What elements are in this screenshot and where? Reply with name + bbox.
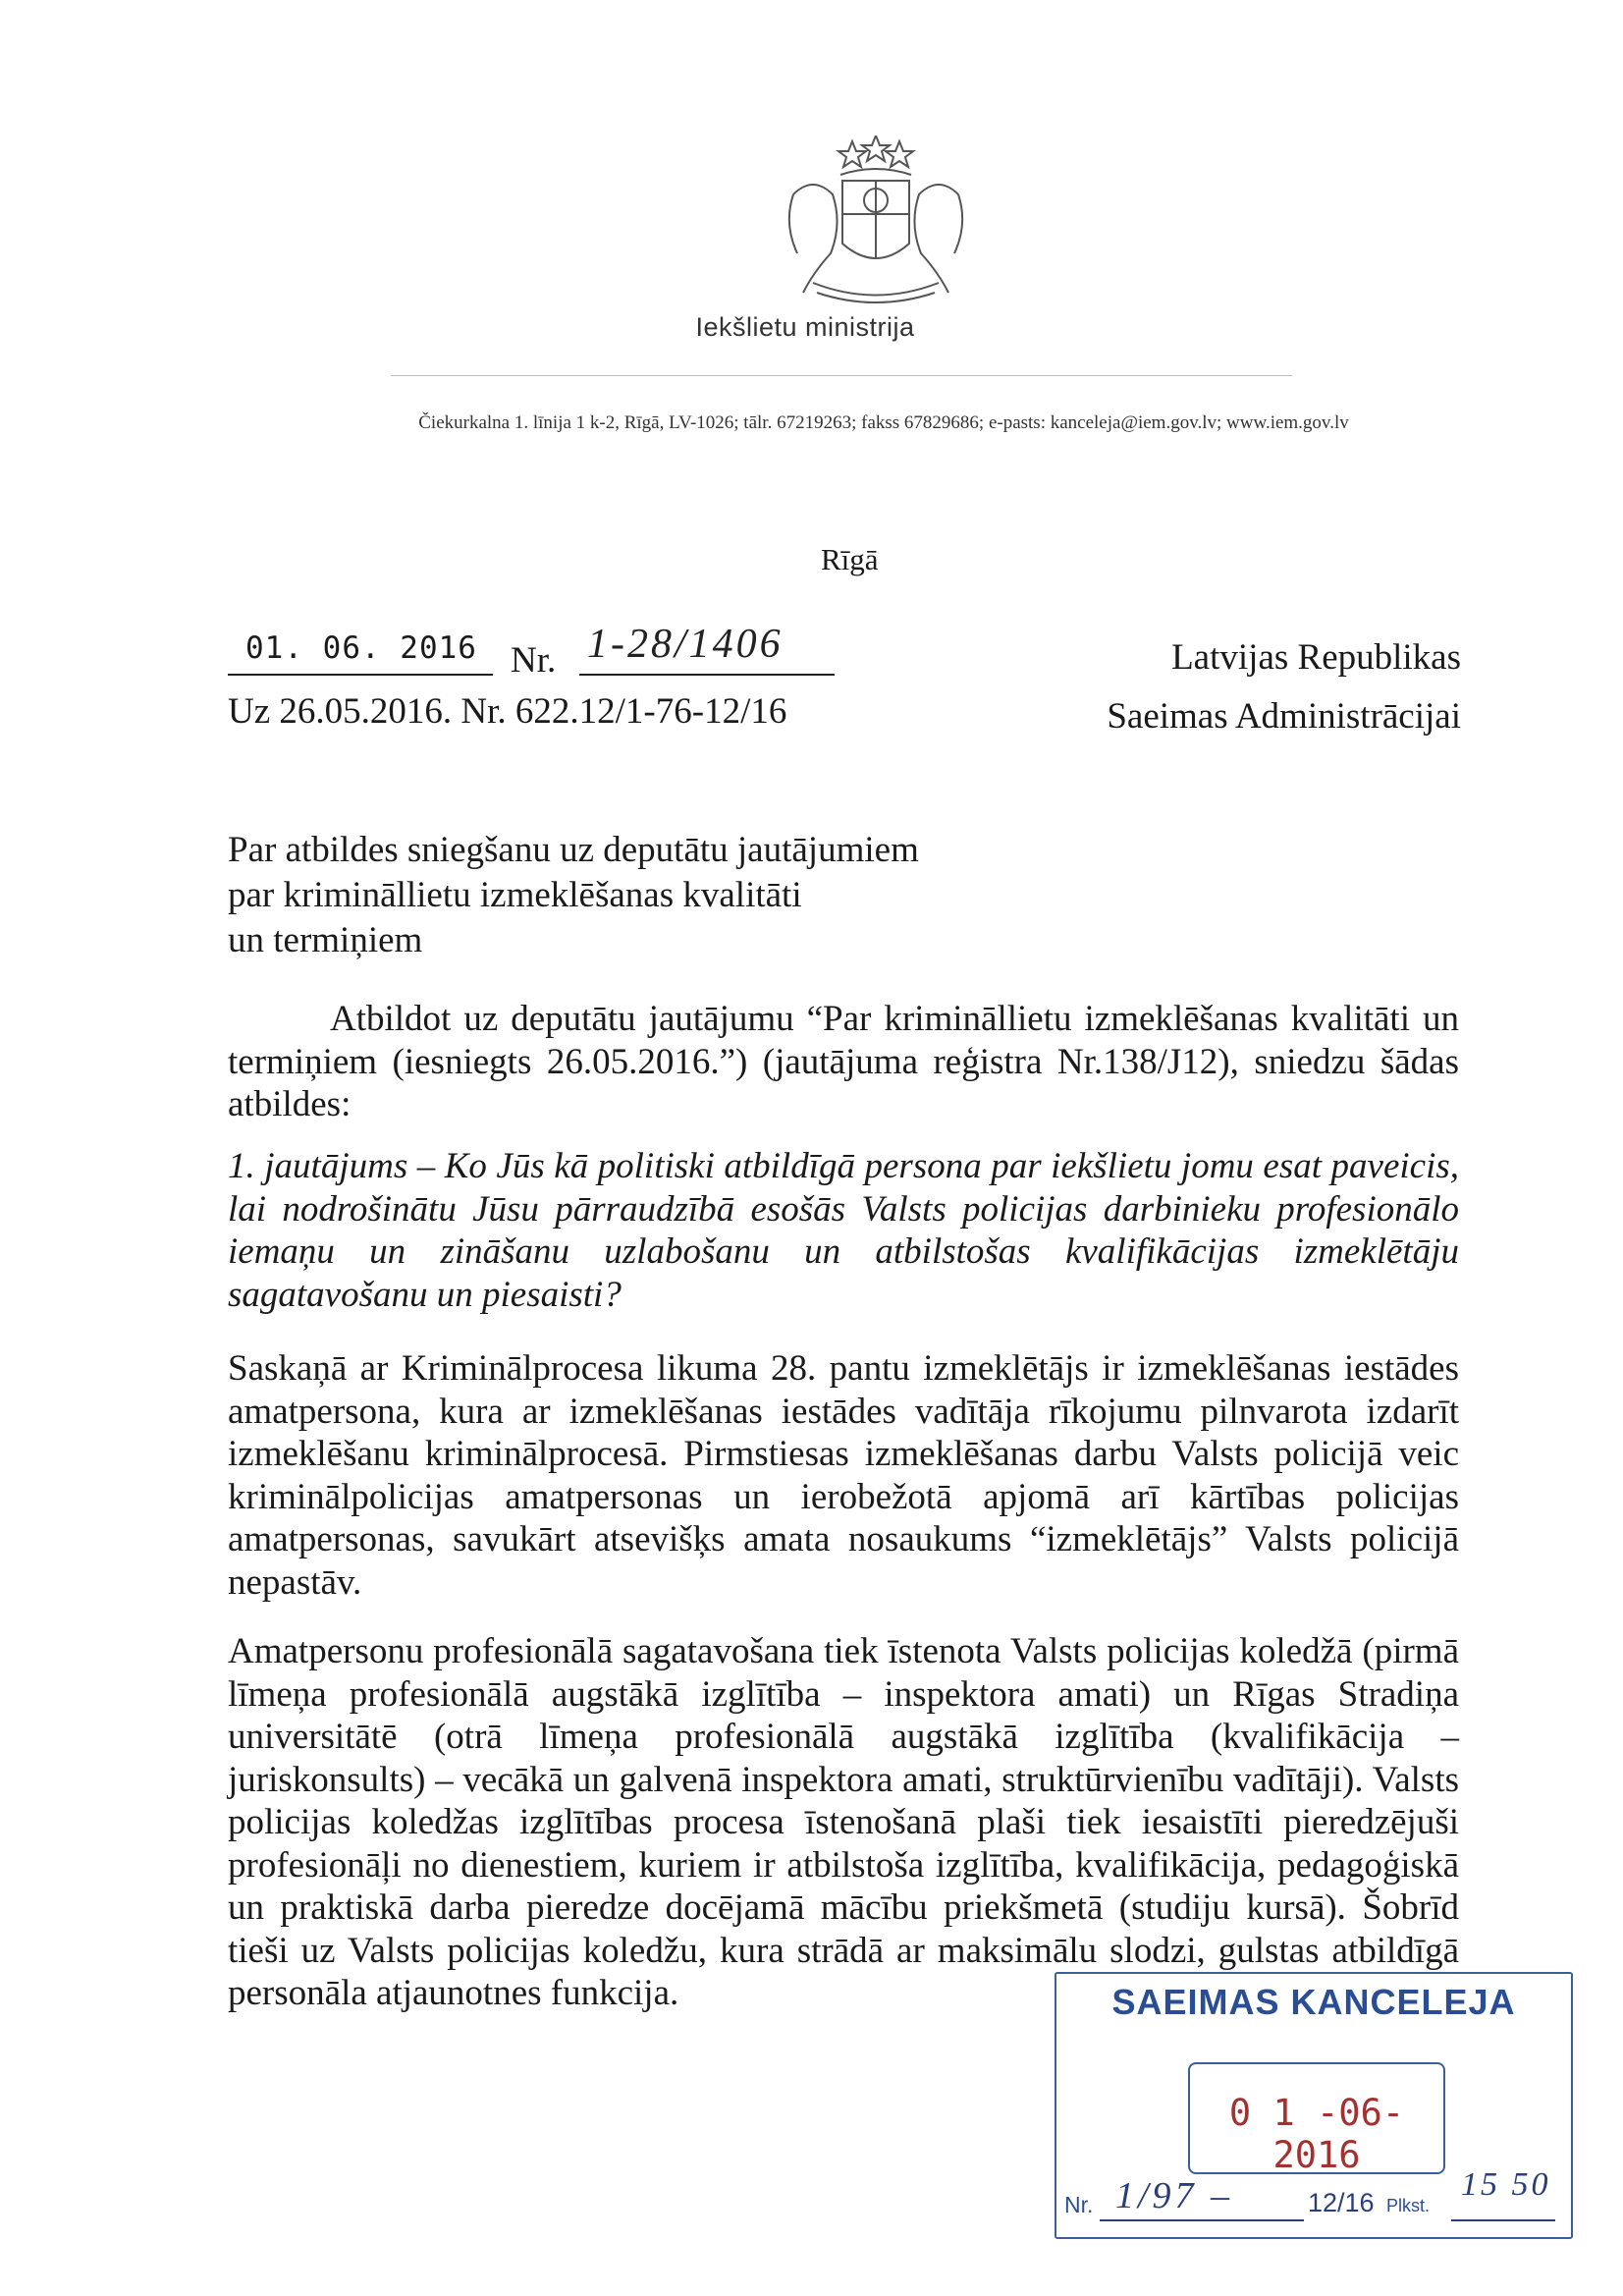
recipient-line-2: Saeimas Administrācijai xyxy=(1107,696,1461,737)
stamp-number-suffix: 12/16 xyxy=(1308,2188,1375,2217)
subject-line-3: un termiņiem xyxy=(228,920,423,960)
registration-stamp xyxy=(1055,1972,1573,2239)
intro-paragraph: Atbildot uz deputātu jautājumu “Par krimināllietu izmeklēšanas kvalitāti un termiņiem (iesniegts 26.05.2016.”) (jautājuma reģistra Nr.138/J12), sniedzu šādas atbildes: xyxy=(228,999,1459,1124)
ministry-name: Iekšlietu ministrija xyxy=(695,312,915,342)
stamp-date-box xyxy=(1188,2062,1445,2174)
stamp-time-underline xyxy=(1451,2219,1555,2221)
document-number-handwritten: 1-28/1406 xyxy=(587,622,784,667)
subject-line-1: Par atbildes sniegšanu uz deputātu jautājumiem xyxy=(228,830,919,870)
document-date: 01. 06. 2016 xyxy=(245,630,477,666)
stamp-time-handwritten: 15 50 xyxy=(1461,2166,1551,2203)
stamp-time-label: Plkst. xyxy=(1386,2196,1431,2215)
stamp-number-handwritten: 1/97 – xyxy=(1115,2175,1234,2216)
reference-line: Uz 26.05.2016. Nr. 622.12/1-76-12/16 xyxy=(228,691,787,732)
recipient-line-1: Latvijas Republikas xyxy=(1171,637,1461,678)
stamp-number-underline xyxy=(1100,2219,1304,2221)
stamp-number-label: Nr. xyxy=(1064,2192,1094,2217)
stamp-date: 0 1 -06- 2016 xyxy=(1228,2092,1405,2176)
latvia-coat-of-arms-icon xyxy=(754,136,990,312)
subject-block xyxy=(228,828,919,963)
stamp-title: SAEIMAS KANCELEJA xyxy=(1111,1982,1516,2022)
answer-paragraph-1: Saskaņā ar Kriminālprocesa likuma 28. pantu izmeklētājs ir izmeklēšanas iestādes amatpersona, kura ar izmeklēšanas iestādes vadītāja rīkojumu pilnvarota izdarīt izmeklēšanu kriminālprocesā. Pirmstiesas izmeklēšanas darbu Valsts policijā veic kriminālpolicijas amatpersonas un ierobežotā apjomā arī kārtības policijas amatpersonas, savukārt atsevišķs amata nosaukums “izmeklētājs” Valsts policijā nepastāv. xyxy=(228,1348,1459,1603)
recipient-block xyxy=(1107,629,1461,746)
date-underline xyxy=(228,674,493,676)
document-number-label: Nr. xyxy=(511,640,557,681)
answer-paragraph-2: Amatpersonu profesionālā sagatavošana tiek īstenota Valsts policijas koledžā (pirmā līmeņa profesionālā augstākā izglītība – inspektora amati) un Rīgas Stradiņa universitātē (otrā līmeņa profesionālā augstākā izglītība (kvalifikācija – juriskonsults) – vecākā un galvenā inspektora amati, struktūrvienību vadītāji). Valsts policijas koledžas izglītības procesa īstenošanā plaši tiek iesaistīti pieredzējuši profesionāļi no dienestiem, kuriem ir atbilstoša izglītība, kvalifikācija, pedagoģiskā un praktiskā darba pieredze docējamā mācību priekšmetā (studiju kursā). Šobrīd tieši uz Valsts policijas koledžu, kura strādā ar maksimālu slodzi, gulstas atbildīgā personāla atjaunotnes funkcija. xyxy=(228,1631,1459,2013)
letterhead-divider xyxy=(391,375,1292,376)
ministry-contacts: Čiekurkalna 1. līnija 1 k-2, Rīgā, LV-1026; tālr. 67219263; fakss 67829686; e-pasts: kanceleja@iem.gov.lv; www.iem.gov.lv xyxy=(418,412,1349,433)
question-1: 1. jautājums – Ko Jūs kā politiski atbildīgā persona par iekšlietu jomu esat paveicis, lai nodrošinātu Jūsu pārraudzībā esošās Valsts policijas darbinieku profesionālo iemaņu un zināšanu uzlabošanu un atbilstošas kvalifikācijas izmeklētāju sagatavošanu un piesaisti? xyxy=(228,1146,1459,1315)
subject-line-2: par krimināllietu izmeklēšanas kvalitāti xyxy=(228,875,802,915)
place-of-issue: Rīgā xyxy=(821,542,879,576)
number-underline xyxy=(579,674,835,676)
coat-of-arms-emblem xyxy=(754,136,990,312)
